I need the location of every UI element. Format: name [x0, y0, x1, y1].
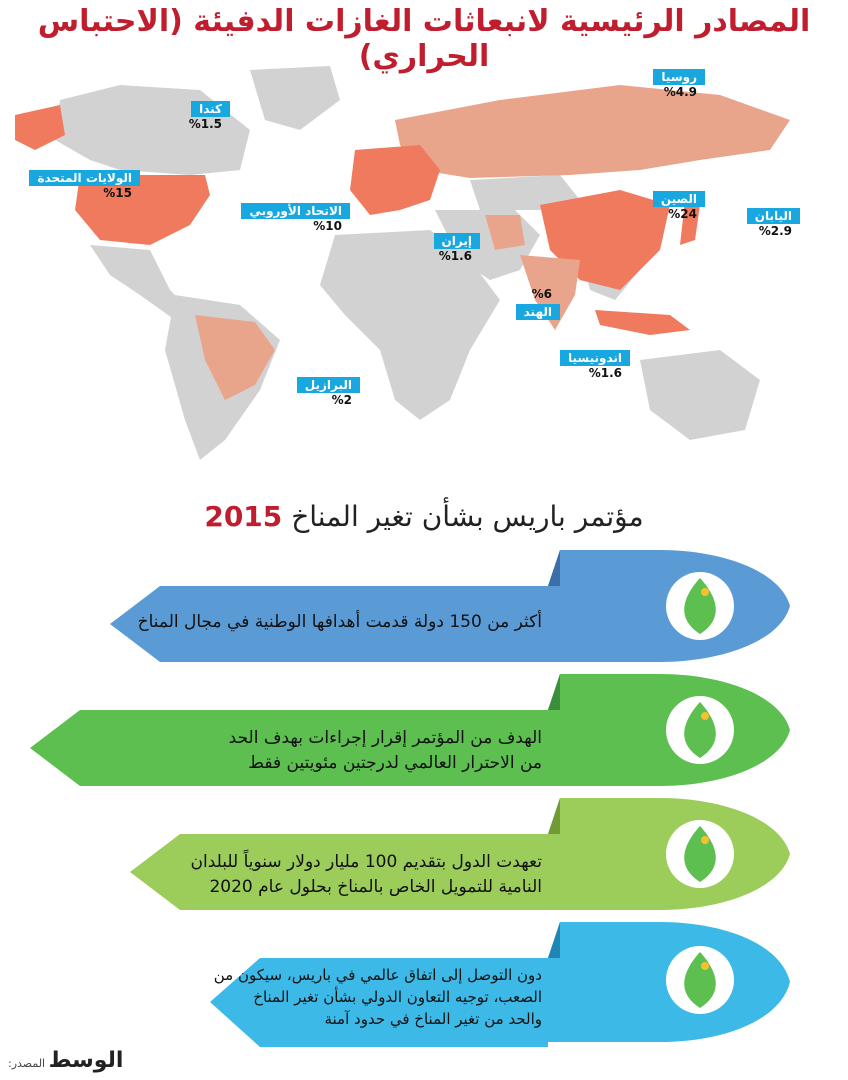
label-india-name: الهند — [516, 304, 560, 320]
item-row-1 — [0, 550, 848, 662]
label-canada-value: %1.5 — [188, 117, 222, 131]
item-3-line-2: النامية للتمويل الخاص بالمناخ بحلول عام 2020 — [209, 877, 542, 897]
item-2-line-1: الهدف من المؤتمر إقرار إجراءات بهدف الحد — [228, 728, 542, 748]
item-2-text — [122, 726, 542, 776]
label-russia — [585, 66, 705, 99]
australia-shape — [640, 350, 760, 440]
row-4-fold — [548, 922, 560, 958]
label-usa — [30, 167, 140, 200]
label-russia-value: %4.9 — [663, 85, 697, 99]
item-1-line-1: أكثر من 150 دولة قدمت أهدافها الوطنية في مجال المناخ — [137, 612, 542, 632]
indonesia-shape — [595, 310, 690, 335]
item-3-text — [122, 850, 542, 900]
label-china-name: الصين — [653, 191, 705, 207]
label-iran — [400, 230, 480, 263]
label-usa-name: الولايات المتحدة — [29, 170, 140, 186]
source-credit — [8, 1048, 123, 1073]
item-2-line-2: من الاحترار العالمي لدرجتين مئويتين فقط — [248, 753, 542, 773]
item-row-4 — [0, 922, 848, 1052]
label-eu-name: الاتحاد الأوروبي — [241, 203, 350, 219]
conference-title-text: مؤتمر باريس بشأن تغير المناخ — [291, 500, 644, 533]
label-russia-name: روسيا — [653, 69, 705, 85]
label-indonesia-name: اندونيسيا — [560, 350, 630, 366]
item-row-2 — [0, 674, 848, 786]
label-usa-value: %15 — [103, 186, 132, 200]
label-canada-name: كندا — [191, 101, 230, 117]
item-4-line-3: والحد من تغير المناخ في حدود آمنة — [324, 1010, 542, 1028]
label-brazil — [270, 374, 360, 407]
label-brazil-name: البرازيل — [297, 377, 360, 393]
label-india-value: %6 — [531, 287, 552, 301]
label-japan-value: %2.9 — [758, 224, 792, 238]
item-1-text — [122, 610, 542, 635]
label-eu-value: %10 — [313, 219, 342, 233]
item-row-3 — [0, 798, 848, 910]
row-3-fold — [548, 798, 560, 834]
label-indonesia — [530, 347, 630, 380]
item-row-1-shape — [0, 550, 848, 662]
row-1-fold — [548, 550, 560, 586]
world-map — [0, 60, 848, 480]
label-indonesia-value: %1.6 — [588, 366, 622, 380]
item-3-line-1: تعهدت الدول بتقديم 100 مليار دولار سنوياً للبلدان — [190, 852, 542, 872]
label-canada — [150, 98, 230, 131]
label-iran-value: %1.6 — [438, 249, 472, 263]
brand-logo: الوسط — [48, 1048, 124, 1073]
label-japan-name: اليابان — [747, 208, 800, 224]
item-4-line-2: الصعب، توجيه التعاون الدولي بشأن تغير المناخ — [253, 988, 542, 1006]
item-4-line-1: دون التوصل إلى اتفاق عالمي في باريس، سيكون من — [213, 966, 542, 984]
source-label: المصدر: — [8, 1057, 46, 1070]
label-brazil-value: %2 — [331, 393, 352, 407]
eu-shape — [350, 145, 440, 215]
label-eu — [240, 200, 350, 233]
label-iran-name: إيران — [434, 233, 480, 249]
conference-title — [0, 500, 848, 533]
row-2-fold — [548, 674, 560, 710]
item-4-text — [212, 964, 542, 1030]
label-india — [480, 287, 560, 320]
conference-year: 2015 — [204, 500, 283, 533]
label-china-value: %24 — [668, 207, 697, 221]
label-china — [615, 188, 705, 221]
page-title: المصادر الرئيسية لانبعاثات الغازات الدفيئة (الاحتباس الحراري) — [37, 4, 811, 74]
label-japan — [710, 205, 800, 238]
greenland-shape — [250, 66, 340, 130]
alaska-shape — [15, 105, 65, 150]
